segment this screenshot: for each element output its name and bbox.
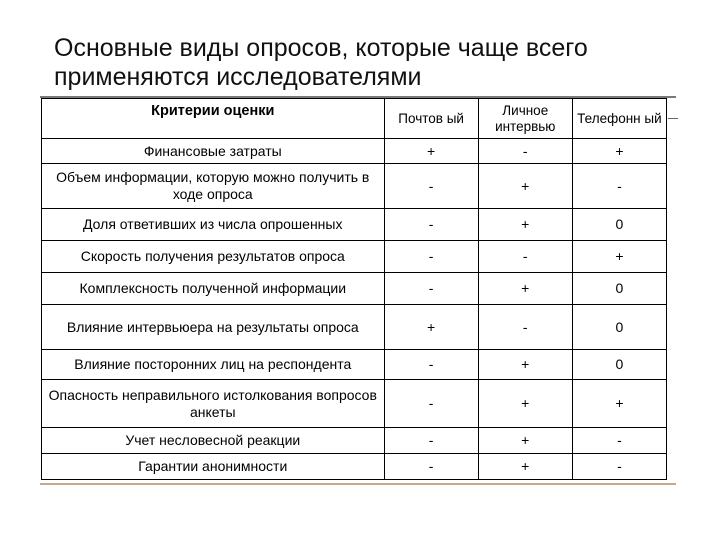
header-criteria: Критерии оценки	[42, 99, 385, 139]
mark-cell: +	[572, 380, 666, 428]
mark-cell: -	[384, 350, 478, 380]
mark-cell: -	[572, 428, 666, 454]
criterion-cell: Доля ответивших из числа опрошенных	[42, 209, 385, 241]
mark-cell: -	[384, 428, 478, 454]
mark-cell: +	[384, 139, 478, 164]
mark-cell: -	[384, 164, 478, 209]
criterion-cell: Влияние интервьюера на результаты опроса	[42, 305, 385, 350]
header-phone: Телефонн ый	[572, 99, 666, 139]
mark-cell: -	[478, 241, 572, 273]
decorative-tick	[668, 118, 678, 119]
mark-cell: -	[478, 139, 572, 164]
mark-cell: 0	[572, 209, 666, 241]
mark-cell: +	[478, 428, 572, 454]
criterion-cell: Финансовые затраты	[42, 139, 385, 164]
mark-cell: -	[572, 164, 666, 209]
mark-cell: +	[478, 273, 572, 305]
mark-cell: -	[384, 273, 478, 305]
mark-cell: +	[384, 305, 478, 350]
criterion-cell: Комплексность полученной информации	[42, 273, 385, 305]
table-row	[42, 380, 667, 428]
mark-cell: +	[478, 350, 572, 380]
slide-title: Основные виды опросов, которые чаще всего применяются исследователями	[54, 34, 588, 91]
mark-cell: 0	[572, 305, 666, 350]
mark-cell: -	[384, 454, 478, 480]
mark-cell: -	[384, 209, 478, 241]
mark-cell: 0	[572, 350, 666, 380]
bottom-divider	[40, 483, 676, 485]
criterion-cell: Опасность неправильного истолкования вопросов анкеты	[42, 380, 385, 428]
criterion-cell: Гарантии анонимности	[42, 454, 385, 480]
mark-cell: -	[384, 380, 478, 428]
table-row	[42, 241, 667, 273]
table-row	[42, 273, 667, 305]
table-row	[42, 164, 667, 209]
mark-cell: -	[384, 241, 478, 273]
table-row	[42, 139, 667, 164]
mark-cell: +	[572, 139, 666, 164]
mark-cell: -	[478, 305, 572, 350]
mark-cell: +	[572, 241, 666, 273]
mark-cell: +	[478, 209, 572, 241]
criterion-cell: Объем информации, которую можно получить в ходе опроса	[42, 164, 385, 209]
mark-cell: +	[478, 164, 572, 209]
table-row	[42, 305, 667, 350]
header-personal-interview: Личное интервью	[478, 99, 572, 139]
table-row	[42, 428, 667, 454]
table-row	[42, 454, 667, 480]
table-row	[42, 209, 667, 241]
mark-cell: +	[478, 454, 572, 480]
criterion-cell: Влияние посторонних лиц на респондента	[42, 350, 385, 380]
criterion-cell: Скорость получения результатов опроса	[42, 241, 385, 273]
table-header-row	[42, 99, 667, 139]
table-row	[42, 350, 667, 380]
mark-cell: -	[572, 454, 666, 480]
comparison-table	[41, 98, 667, 480]
mark-cell: 0	[572, 273, 666, 305]
mark-cell: +	[478, 380, 572, 428]
criterion-cell: Учет несловесной реакции	[42, 428, 385, 454]
header-mail: Почтов ый	[384, 99, 478, 139]
